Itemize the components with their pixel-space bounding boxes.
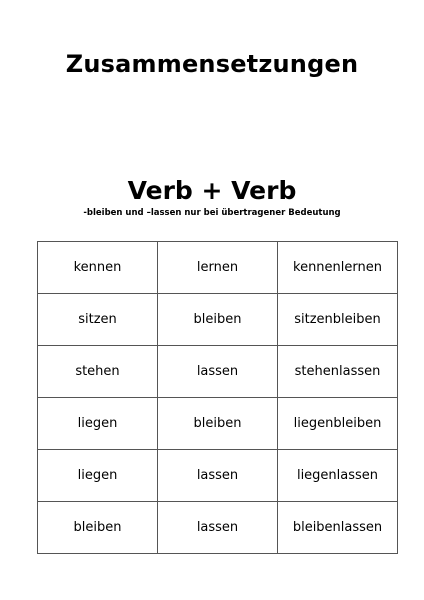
compound-verb-cell: liegenlassen <box>278 450 398 502</box>
compound-verb-cell: bleibenlassen <box>278 502 398 554</box>
second-verb-cell: lassen <box>158 450 278 502</box>
second-verb-cell: lassen <box>158 502 278 554</box>
compound-verb-cell: stehenlassen <box>278 346 398 398</box>
table-row <box>38 346 398 398</box>
second-verb-cell: bleiben <box>158 294 278 346</box>
table-row <box>38 502 398 554</box>
first-verb-cell: liegen <box>38 398 158 450</box>
first-verb-cell: kennen <box>38 242 158 294</box>
table-row <box>38 294 398 346</box>
table-row <box>38 242 398 294</box>
section-note: -bleiben und –lassen nur bei übertragener Bedeutung <box>83 208 341 218</box>
first-verb-cell: stehen <box>38 346 158 398</box>
table-row <box>38 398 398 450</box>
compound-verb-cell: sitzenbleiben <box>278 294 398 346</box>
table-row <box>38 450 398 502</box>
first-verb-cell: bleiben <box>38 502 158 554</box>
first-verb-cell: sitzen <box>38 294 158 346</box>
compound-verb-cell: liegenbleiben <box>278 398 398 450</box>
section-heading: Verb + Verb <box>127 176 297 205</box>
first-verb-cell: liegen <box>38 450 158 502</box>
compound-table <box>37 241 398 554</box>
second-verb-cell: lassen <box>158 346 278 398</box>
second-verb-cell: lernen <box>158 242 278 294</box>
second-verb-cell: bleiben <box>158 398 278 450</box>
compound-verb-cell: kennenlernen <box>278 242 398 294</box>
page-title: Zusammensetzungen <box>65 50 359 78</box>
